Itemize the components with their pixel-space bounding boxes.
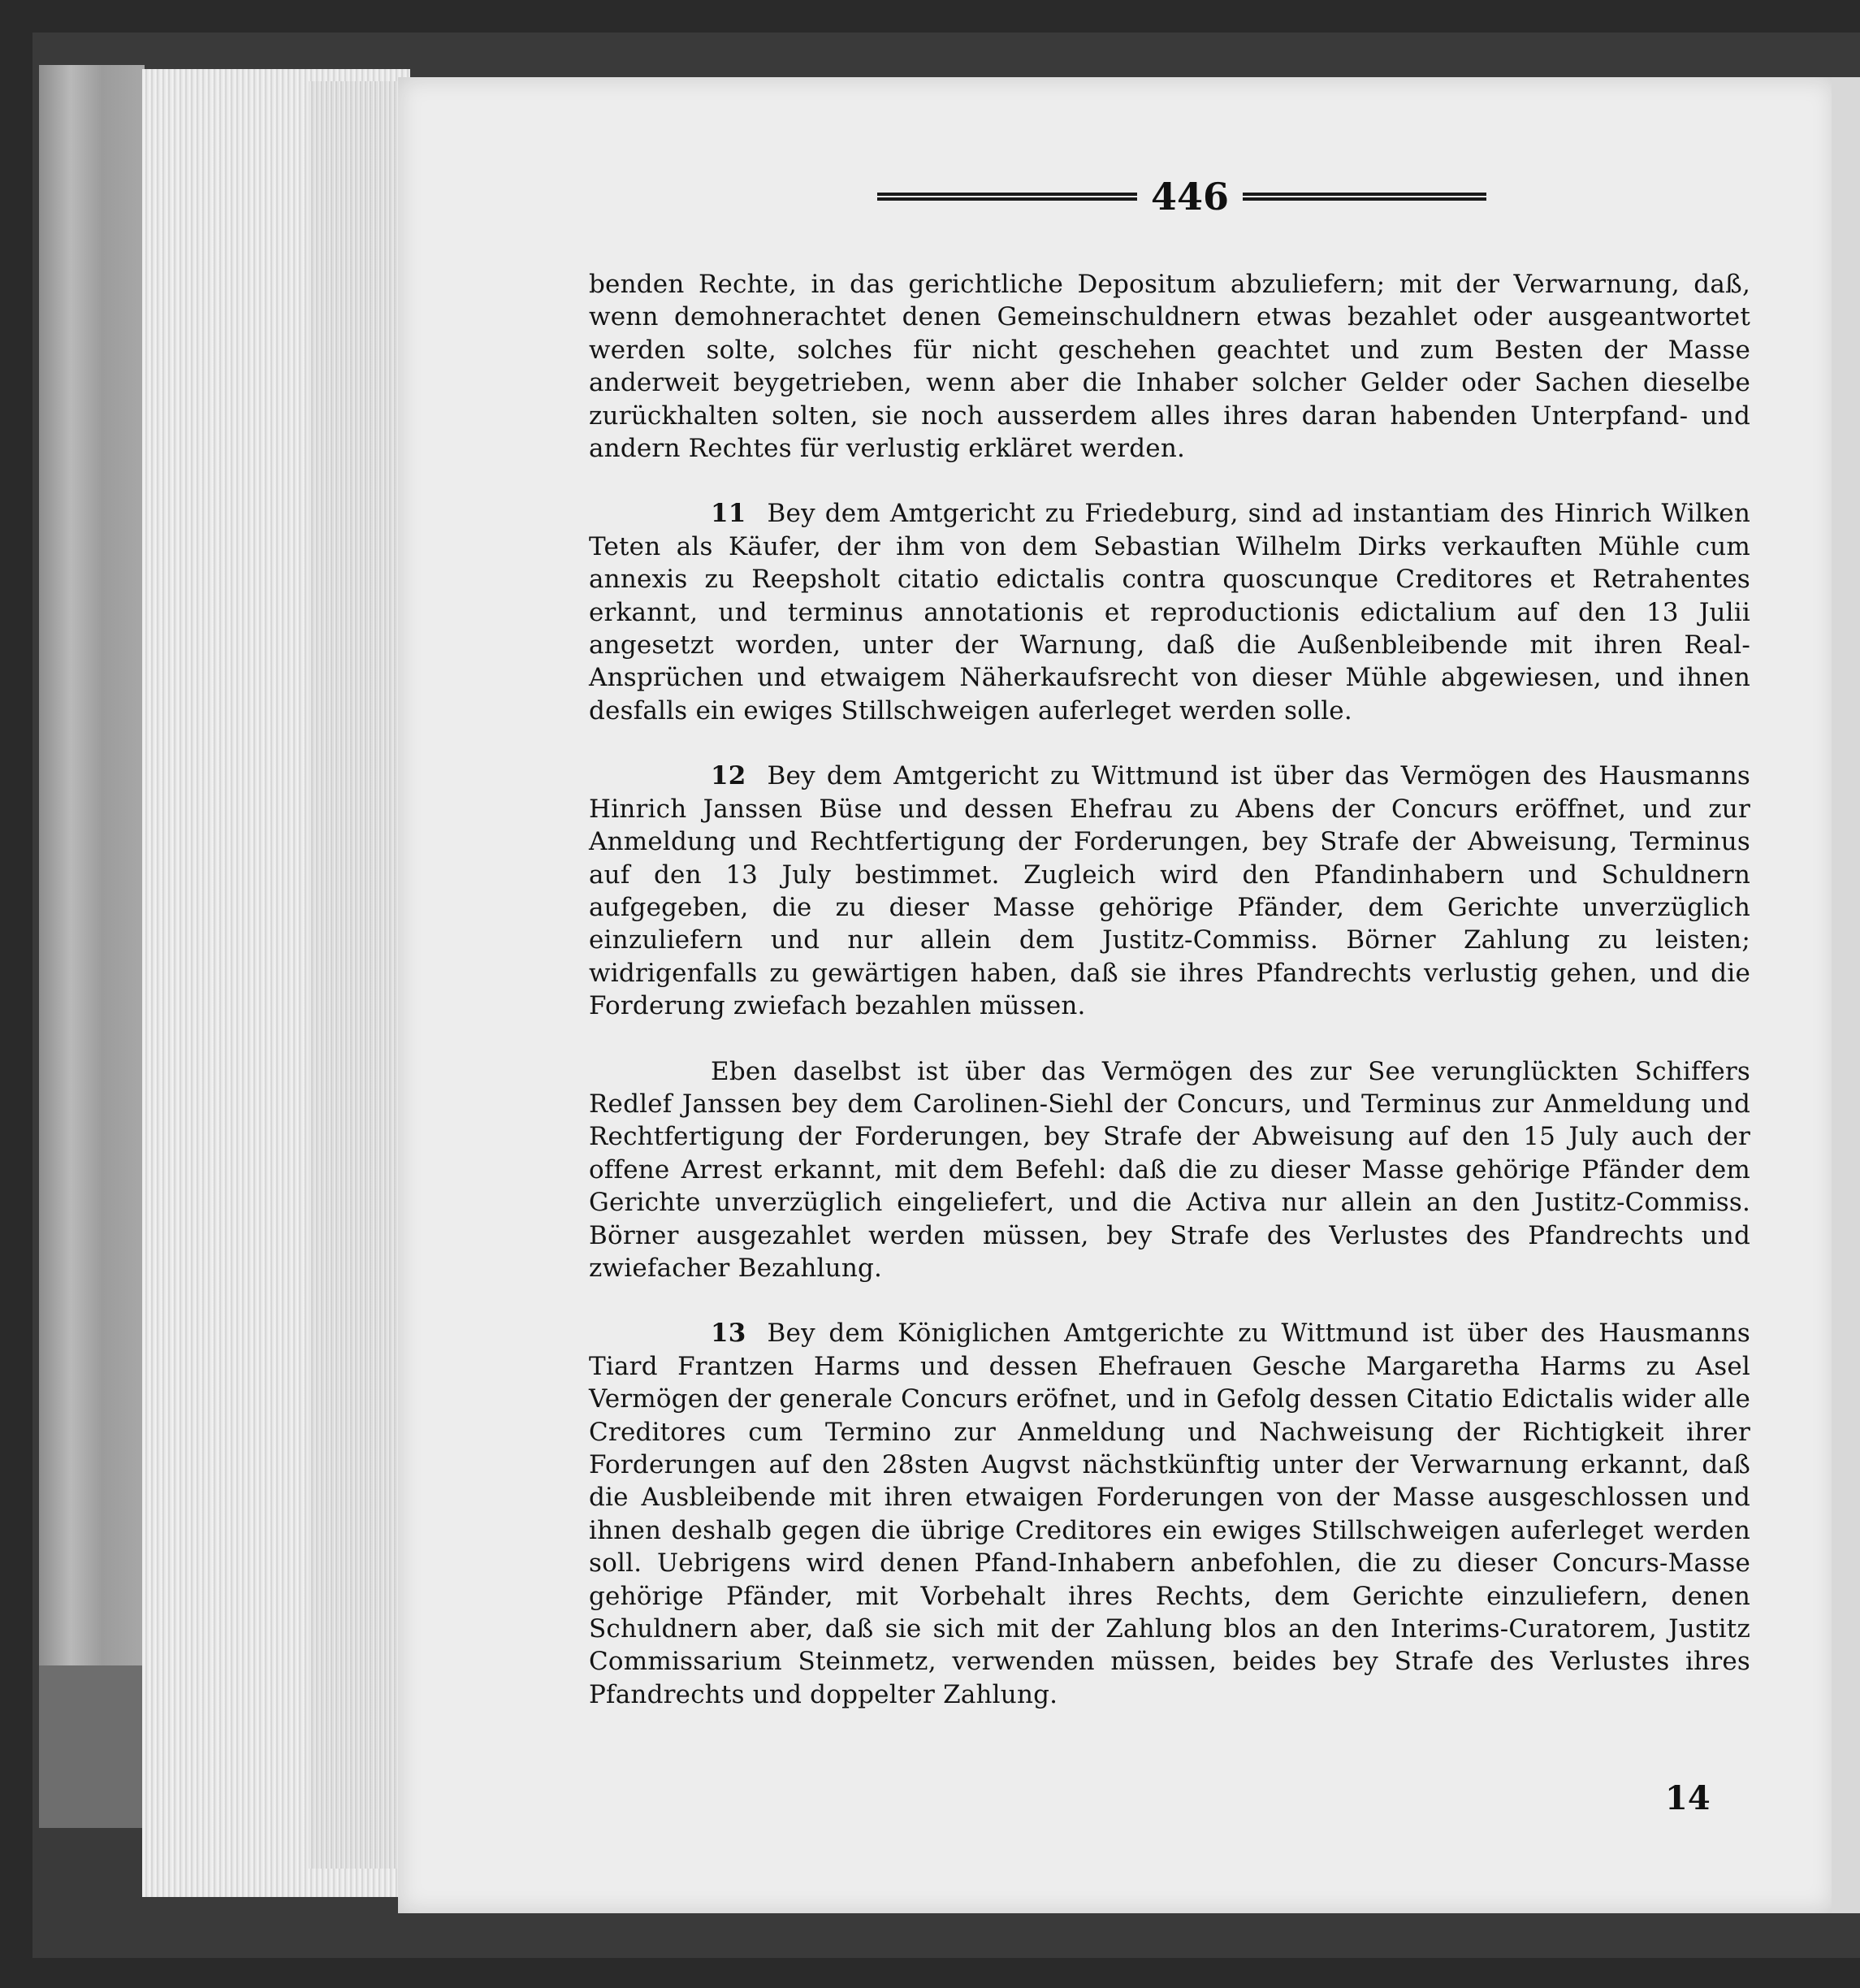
paragraph-13 [589, 1317, 1750, 1711]
catchword: 14 [1665, 1779, 1711, 1817]
page-edges-inner [309, 81, 398, 1869]
facing-page-edge [1832, 77, 1860, 1913]
paragraph-number: 13 [711, 1319, 746, 1349]
paragraph-text: benden Rechte, in das gerichtliche Depositum abzuliefern; mit der Verwarnung, daß, wenn demohnerachtet denen Gemeinschuldnern etwas bezahlet oder ausgeantwortet werden solte, solches für nicht geschehen geachtet und zum Besten der Masse anderweit beygetrieben, wenn aber die Inhaber solcher Gelder oder Sachen dieselbe zurückhalten solten, sie noch ausserdem alles ihres daran habenden Unterpfand- und andern Rechtes für verlustig erkläret werden. [589, 270, 1750, 464]
page-header [877, 175, 1486, 223]
header-rule-right [1243, 193, 1486, 201]
paragraph-12 [589, 760, 1750, 1022]
paragraph-text: Bey dem Amtgericht zu Wittmund ist über das Vermögen des Hausmanns Hinrich Janssen Büse und dessen Ehefrau zu Abens der Concurs eröffnet, und zur Anmeldung und Rechtfertigung der Forderungen, bey Strafe der Abweisung, Terminus auf den 13 July bestimmet. Zugleich wird den Pfandinhabern und Schuldnern aufgegeben, die zu dieser Masse gehörige Pfänder, dem Gerichte unverzüglich einzuliefern und nur allein dem Justitz-Commiss. Börner Zahlung zu leisten; widrigenfalls zu gewärtigen haben, daß sie ihres Pfandrechts verlustig gehen, und die Forderung zwiefach bezahlen müssen. [589, 761, 1750, 1021]
paragraph-text: Eben daselbst ist über das Vermögen des zur See verunglückten Schiffers Redlef Janssen bey dem Carolinen-Siehl der Concurs, und Terminus zur Anmeldung und Rechtfertigung der Forderungen, bey Strafe der Abweisung auf den 15 July auch der offene Arrest erkannt, mit dem Befehl: daß die zu dieser Masse gehörige Pfänder dem Gerichte unverzüglich eingeliefert, und die Activa nur allein an den Justitz-Commiss. Börner ausgezahlet werden müssen, bey Strafe des Verlustes des Pfandrechts und zwiefacher Bezahlung. [589, 1056, 1750, 1283]
paragraph-12-cont [589, 1055, 1750, 1285]
page-number: 446 [1150, 175, 1230, 219]
marbled-cover-edge [39, 65, 145, 1755]
paragraph-continuation [589, 268, 1750, 465]
paragraph-number: 12 [711, 761, 746, 791]
paragraph-11 [589, 497, 1750, 727]
header-rule-left [877, 193, 1137, 201]
body-text [589, 268, 1750, 1711]
cover-corner [39, 1665, 145, 1828]
paragraph-text: Bey dem Amtgericht zu Friedeburg, sind ad instantiam des Hinrich Wilken Teten als Käufer, der ihm von dem Sebastian Wilhelm Dirks verkauften Mühle cum annexis zu Reepsholt citatio edictalis contra quoscunque Creditores et Retrahentes erkannt, und terminus annotationis et reproductionis edictalium auf den 13 Julii angesetzt worden, unter der Warnung, daß die Außenbleibende mit ihren Real-Ansprüchen und etwaigem Näherkaufsrecht von dieser Mühle abgewiesen, und ihnen desfalls ein ewiges Stillschweigen auferleget werden solle. [589, 499, 1750, 725]
paragraph-text: Bey dem Königlichen Amtgerichte zu Wittmund ist über des Hausmanns Tiard Frantzen Harms und dessen Ehefrauen Gesche Margaretha Harms zu Asel Vermögen der generale Concurs eröfnet, und in Gefolg dessen Citatio Edictalis wider alle Creditores cum Termino zur Anmeldung und Nachweisung der Richtigkeit ihrer Forderungen auf den 28sten Augvst nächstkünftig unter der Verwarnung erkannt, daß die Ausbleibende mit ihren etwaigen Forderungen von der Masse ausgeschlossen und ihnen deshalb gegen die übrige Creditores ein ewiges Stillschweigen auferleget werden soll. Uebrigens wird denen Pfand-Inhabern anbefohlen, die zu dieser Concurs-Masse gehörige Pfänder, mit Vorbehalt ihres Rechts, dem Gerichte einzuliefern, denen Schuldnern aber, daß sie sich mit der Zahlung blos an den Interims-Curatorem, Justitz Commissarium Steinmetz, verwenden müssen, beides bey Strafe des Verlustes ihres Pfandrechts und doppelter Zahlung. [589, 1319, 1750, 1709]
paragraph-number: 11 [711, 499, 746, 529]
